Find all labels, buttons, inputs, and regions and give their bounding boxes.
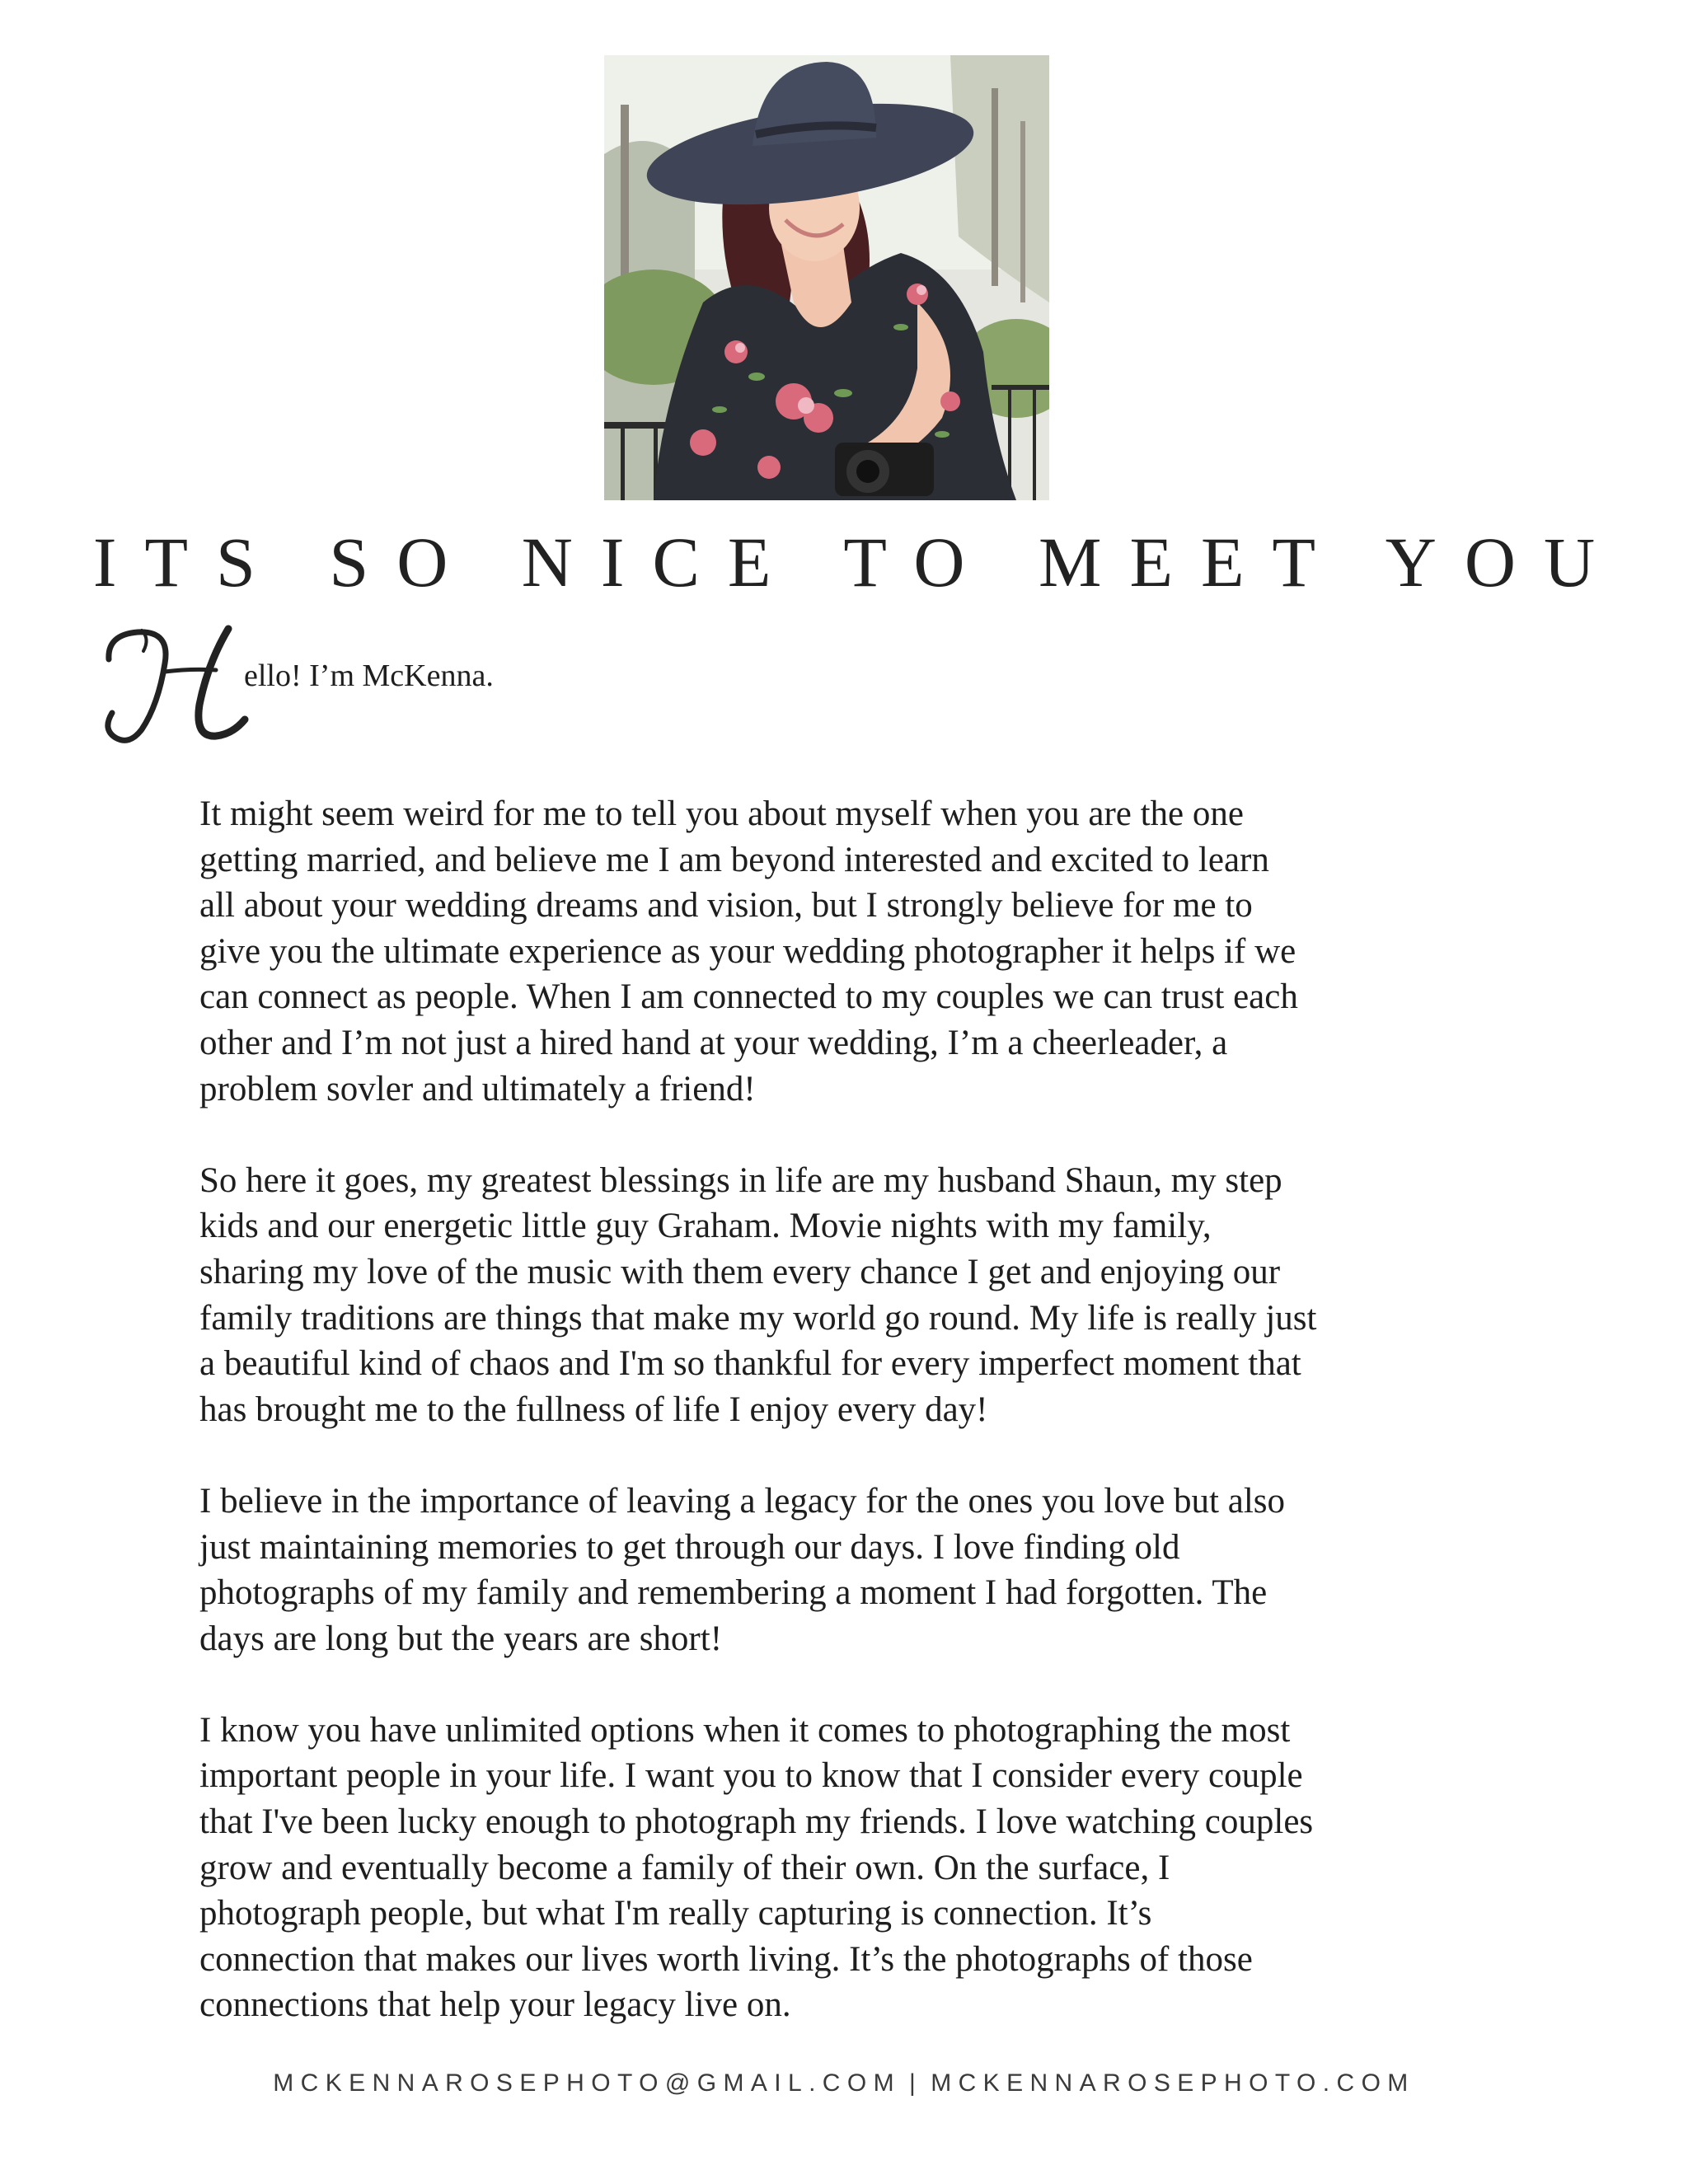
dropcap-letter bbox=[92, 614, 257, 754]
page-headline: ITS SO NICE TO MEET YOU bbox=[92, 523, 1624, 602]
bio-paragraph: So here it goes, my greatest blessings in life are my husband Shaun, my step kids and our energetic little guy Graham. Movie nights with my family, sharing my love of the music with them every chance I get and enjoying our family traditions are things that make my world go round. My life is really just a beautiful kind of chaos and I'm so thankful for every imperfect moment that has brought me to the fullness of life I enjoy every day! bbox=[199, 1160, 1317, 1429]
footer-email[interactable]: MCKENNAROSEPHOTO@GMAIL.COM bbox=[273, 2069, 901, 2097]
footer-separator: | bbox=[909, 2069, 923, 2097]
footer-website[interactable]: MCKENNAROSEPHOTO.COM bbox=[931, 2069, 1415, 2097]
bio-paragraph: I know you have unlimited options when it comes to photographing the most important people in your life. I want you to know that I consider every couple that I've been lucky enough to photograph my friends. I love watching couples grow and eventually become a family of their own. On the surface, I photograph people, but what I'm really capturing is connection. It’s connection that makes our lives worth living. It’s the photographs of those connections that help your legacy live on. bbox=[199, 1710, 1314, 2025]
bio-paragraph: It might seem weird for me to tell you about myself when you are the one getting married, and believe me I am beyond interested and excited to learn all about your wedding dreams and vision, but I strongly believe for me to give you the ultimate experience as your wedding photographer it helps if we can connect as people. When I am connected to my couples we can trust each other and I’m not just a hired hand at your wedding, I’m a cheerleader, a problem sovler and ultimately a friend! bbox=[199, 794, 1298, 1108]
greeting-text: ello! I’m McKenna. bbox=[244, 658, 494, 693]
bio-text bbox=[199, 791, 1551, 2074]
portrait-photo bbox=[604, 55, 1049, 500]
footer-contact bbox=[0, 2067, 1688, 2100]
bio-paragraph: I believe in the importance of leaving a legacy for the ones you love but also just maintaining memories to get through our days. I love finding old photographs of my family and remembering a moment I had forgotten. The days are long but the years are short! bbox=[199, 1481, 1286, 1658]
